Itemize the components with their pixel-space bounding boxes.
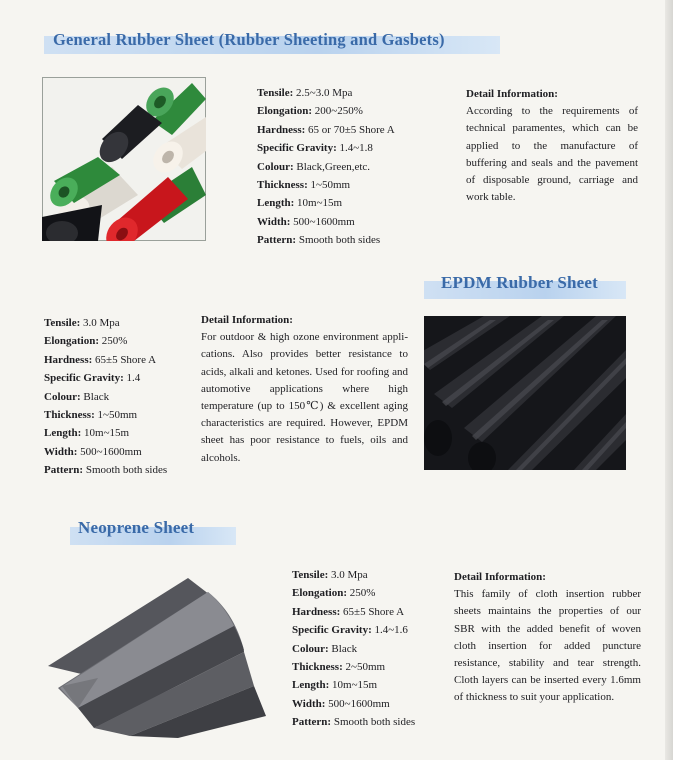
- spec-label: Colour:: [44, 390, 81, 403]
- spec-row: [292, 584, 415, 602]
- spec-value: 3.0 Mpa: [331, 569, 368, 581]
- spec-label: Elongation:: [44, 335, 100, 348]
- spec-value: 65±5 Shore A: [343, 605, 405, 618]
- spec-value: 250%: [101, 335, 128, 348]
- spec-value: 2.5~3.0 Mpa: [296, 87, 353, 99]
- spec-value: 10m~15m: [332, 679, 378, 692]
- spec-label: Specific Gravity:: [292, 624, 372, 637]
- spec-row: [292, 676, 415, 694]
- epdm-sheet-rolls-photo: [424, 316, 626, 470]
- spec-label: Thickness:: [292, 661, 343, 674]
- spec-label: Length:: [292, 679, 330, 692]
- spec-row: [44, 332, 167, 350]
- spec-value: Smooth both sides: [333, 716, 416, 729]
- spec-label: Colour:: [292, 642, 329, 655]
- spec-row: [292, 713, 415, 731]
- spec-value: 1~50mm: [97, 409, 138, 422]
- spec-value: 1.4~1.8: [339, 142, 373, 155]
- spec-label: Hardness:: [257, 123, 306, 136]
- section-3-title: Neoprene Sheet: [78, 518, 195, 537]
- detail-text: According to the requirements of technical paramentes, which can be applied to the manufacture of buffering and seals and the pavement of disposable ground, carriage and work table.: [466, 105, 638, 204]
- spec-row: [257, 121, 395, 139]
- spec-label: Elongation:: [257, 105, 313, 118]
- spec-row: [257, 102, 395, 120]
- spec-row: [257, 176, 395, 194]
- spec-row: [292, 603, 415, 621]
- spec-row: [292, 566, 415, 584]
- detail-text: For outdoor & high ozone environment appli-cations. Also provides better resistance to acids, alkali and ketones. Used for roofing and automotive applications where high temperature (up to 150℃) & excellent aging characteristics are required. However, EPDM sheet has poor resistance to fuels, oils and alcohols.: [201, 331, 408, 464]
- spec-row: [257, 139, 395, 157]
- spec-row: [292, 640, 415, 658]
- spec-label: Hardness:: [292, 605, 341, 618]
- spec-row: [44, 369, 167, 387]
- detail-text: This family of cloth insertion rubber sheets maintains the properties of our SBR with the added benefit of woven cloth insertion for added puncture resistance, stability and tear strength. Cloth layers can be inserted every 1.6mm of thickness to suit your application.: [454, 588, 641, 704]
- spec-label: Length:: [257, 197, 295, 210]
- spec-value: 1.4~1.6: [374, 624, 408, 637]
- spec-label: Width:: [44, 445, 78, 458]
- spec-value: Black: [83, 390, 110, 403]
- detail-heading: Detail Information:: [466, 88, 558, 100]
- spec-value: 65±5 Shore A: [95, 353, 157, 366]
- spec-value: 1.4: [126, 372, 141, 385]
- spec-label: Pattern:: [257, 234, 297, 247]
- spec-value: Black,Green,etc.: [296, 160, 371, 173]
- spec-row: [44, 461, 167, 479]
- detail-heading: Detail Information:: [201, 314, 293, 326]
- spec-value: Smooth both sides: [298, 234, 381, 247]
- spec-row: [44, 406, 167, 424]
- spec-value: 2~50mm: [345, 661, 386, 674]
- spec-value: Black: [331, 642, 358, 655]
- spec-label: Specific Gravity:: [257, 142, 337, 155]
- section-1-spec-list: [257, 84, 395, 250]
- spec-row: [257, 84, 395, 102]
- spec-row: [257, 158, 395, 176]
- spec-row: [292, 695, 415, 713]
- spec-row: [44, 314, 167, 332]
- spec-row: [292, 621, 415, 639]
- spec-label: Thickness:: [44, 409, 95, 422]
- spec-label: Tensile:: [44, 317, 81, 329]
- detail-heading: Detail Information:: [454, 571, 546, 583]
- spec-value: 500~1600mm: [328, 697, 390, 710]
- spec-value: 250%: [349, 587, 376, 600]
- section-3-detail: [454, 569, 641, 707]
- spec-row: [257, 213, 395, 231]
- section-1-detail: [466, 86, 638, 206]
- spec-value: 1~50mm: [310, 179, 351, 192]
- spec-value: 500~1600mm: [293, 215, 355, 228]
- spec-value: 3.0 Mpa: [83, 317, 120, 329]
- spec-label: Tensile:: [257, 87, 294, 99]
- spec-row: [292, 658, 415, 676]
- spec-label: Hardness:: [44, 353, 93, 366]
- rubber-rolls-photo: [42, 77, 206, 241]
- spec-label: Elongation:: [292, 587, 348, 600]
- spec-label: Tensile:: [292, 569, 329, 581]
- spec-value: Smooth both sides: [85, 464, 168, 477]
- section-2-spec-list: [44, 314, 167, 480]
- spec-row: [44, 351, 167, 369]
- section-1-title: General Rubber Sheet (Rubber Sheeting and Gasbets): [53, 30, 445, 49]
- spec-label: Thickness:: [257, 179, 308, 192]
- spec-value: 200~250%: [314, 105, 363, 118]
- spec-row: [257, 231, 395, 249]
- spec-row: [257, 194, 395, 212]
- spec-row: [44, 443, 167, 461]
- spec-label: Colour:: [257, 160, 294, 173]
- spec-label: Length:: [44, 427, 82, 440]
- spec-value: 10m~15m: [297, 197, 343, 210]
- neoprene-sheets-photo: [38, 568, 270, 738]
- spec-label: Specific Gravity:: [44, 372, 124, 385]
- spec-label: Pattern:: [44, 464, 84, 477]
- section-3-spec-list: [292, 566, 415, 732]
- page-edge-shadow: [665, 0, 673, 760]
- spec-value: 10m~15m: [84, 427, 130, 440]
- section-2-detail: [201, 312, 408, 467]
- spec-row: [44, 424, 167, 442]
- spec-row: [44, 388, 167, 406]
- section-2-title: EPDM Rubber Sheet: [441, 273, 599, 292]
- spec-value: 500~1600mm: [80, 445, 142, 458]
- spec-label: Width:: [257, 215, 291, 228]
- spec-label: Width:: [292, 697, 326, 710]
- spec-value: 65 or 70±5 Shore A: [308, 123, 395, 136]
- spec-label: Pattern:: [292, 716, 332, 729]
